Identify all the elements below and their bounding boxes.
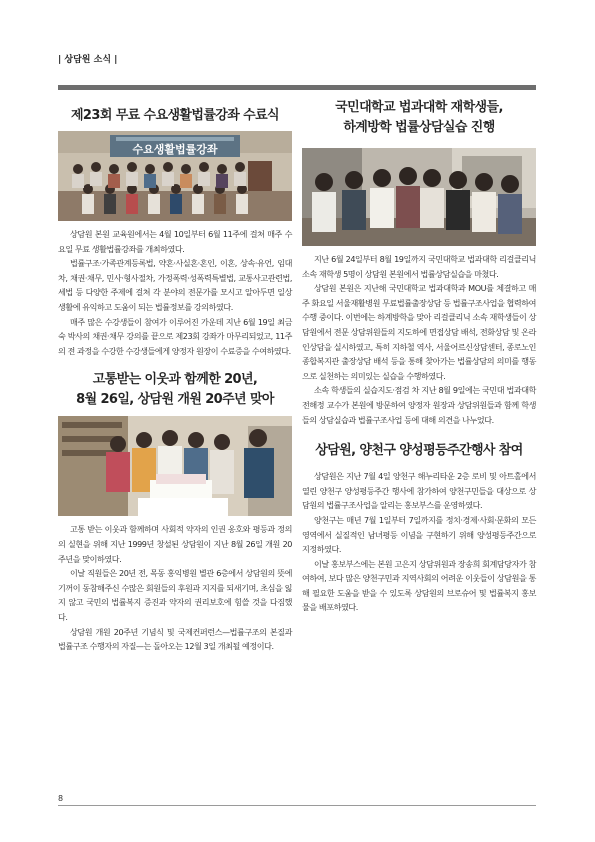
- paragraph: 상담원 개원 20주년 기념식 및 국제컨퍼런스—법률구조의 본질과 법률구조 수행자의 자질—는 돌아오는 12월 3일 개최될 예정이다.: [58, 626, 292, 652]
- paragraph: 상담원은 지난 7월 4일 양천구 해누리타운 2층 로비 및 아트홀에서 열린 양천구 양성평등주간 행사에 참가하여 양천구민들을 대상으로 상담원의 법률구조사업을 알리는 홍보부스를 운영하였다.: [302, 471, 536, 511]
- right-column: [302, 96, 536, 615]
- header-rule: [58, 85, 536, 90]
- article-title: 제23회 무료 수요생활법률강좌 수료식: [70, 108, 280, 123]
- paragraph: 상담원 본원 교육원에서는 4월 10일부터 6월 11주에 걸쳐 매주 수요일 무료 생활법률강좌를 개최하였다.: [58, 229, 292, 254]
- paragraph: 양천구는 매년 7월 1일부터 7일까지를 정치·경제·사회·문화의 모든 영역에서 실질적인 남녀평등 이념을 구현하기 위해 양성평등주간으로 지정하였다.: [302, 514, 536, 555]
- paragraph: 법률구조·가족관계등록법, 약혼·사실혼·혼인, 이혼, 상속·유언, 임대차, 채권·채무, 민사·형사절차, 가정폭력·성폭력특별법, 교통사고관련법, 세법 등 다양한 주제에 걸쳐 각 분야의 전문가를 모시고 알아두면 일상생활에 유익하고 도움이 되는 법률정보를 강의하였다.: [58, 258, 292, 312]
- article-title: 국민대학교 법과대학 재학생들,: [335, 100, 503, 115]
- paragraph: 지난 6월 24일부터 8월 19일까지 국민대학교 법과대학 리걸클리닉 소속 재학생 5명이 상담원 본원에서 법률상담실습을 마쳤다.: [302, 254, 536, 279]
- banner-text: 수요생활법률강좌: [132, 143, 218, 156]
- article-anniversary: [58, 370, 292, 653]
- article-title: 하계방학 법률상담실습 진행: [343, 120, 495, 135]
- paragraph: 고통 받는 이웃과 함께하며 사회적 약자의 인권 옹호와 평등과 정의의 실현을 위해 지난 1999년 창설된 상담원이 지난 8월 26일 개원 20주년을 맞이하였다.: [58, 524, 292, 564]
- anniversary-cake-photo: [58, 416, 292, 516]
- article-title: 8월 26일, 상담원 개원 20주년 맞아: [76, 392, 274, 408]
- footer-rule: [58, 805, 536, 806]
- article-yangcheon: [302, 441, 536, 615]
- section-label: | 상담원 소식 |: [58, 55, 118, 65]
- paragraph: 소속 학생들의 실습지도·점검 차 지난 8월 9일에는 국민대 법과대학 전해정 교수가 본원에 방문하여 양정자 원장과 상담위원들과 함께 학생들의 상담실습과 법률구조사업 등에 대해 의견을 나누었다.: [302, 385, 536, 425]
- article-title: 고통받는 이웃과 함께한 20년,: [92, 372, 258, 388]
- paragraph: 상담원 본원은 지난해 국민대학교 법과대학과 MOU를 체결하고 매주 화요일 서울재활병원 무료법률출장상담 등 법률구조사업을 협력하여 수행 중이다. 이번에는 하계방학을 맞아 리걸클리닉 소속 재학생들이 상담원에서 전문 상담위원들의 지도하에 면접상담 배석, 전화상담 및 온라인상담을 실시하였고, 특히 지하철 역사, 서울어르신상담센터, 종로노인종합복지관 출장상담 배석 등을 통해 찾아가는 법률상담의 의미를 행동으로 실천하는 의미있는 실습을 수행하였다.: [302, 283, 536, 381]
- paragraph: 이날 직원들은 20년 전, 목동 홍익병원 별관 6층에서 상담원의 뜻에 기꺼이 동참해주신 수많은 회원들의 후원과 지지를 되새기며, 초심을 잃지 않고 국민의 법률복지 증진과 약자의 권리보호에 힘쓸 것을 다짐했다.: [58, 568, 292, 622]
- lecture-group-photo: [58, 131, 292, 221]
- article-lecture: [58, 106, 292, 358]
- left-column: [58, 96, 292, 654]
- paragraph: 매주 많은 수강생들이 참여가 이루어진 가운데 지난 6월 19일 최금숙 박사의 채권·채무 강의를 끝으로 제23회 강좌가 마무리되었고, 11주의 전 과정을 수강한 수강생들에게 양정자 원장이 수료증을 수여하였다.: [58, 316, 292, 356]
- paragraph: 이날 홍보부스에는 본원 고은지 상담위원과 장송희 회계담당자가 참여하여, 보다 많은 양천구민과 지역사회의 어려운 이웃들이 상담원을 통해 필요한 도움을 받을 수 있도록 상담원의 브로슈어 및 법률복지 홍보물을 배포하였다.: [302, 558, 536, 613]
- article-title: 상담원, 양천구 양성평등주간행사 참여: [315, 443, 523, 459]
- page-number: 8: [58, 794, 64, 803]
- kookmin-students-photo: [302, 148, 536, 246]
- article-kookmin: [302, 98, 536, 427]
